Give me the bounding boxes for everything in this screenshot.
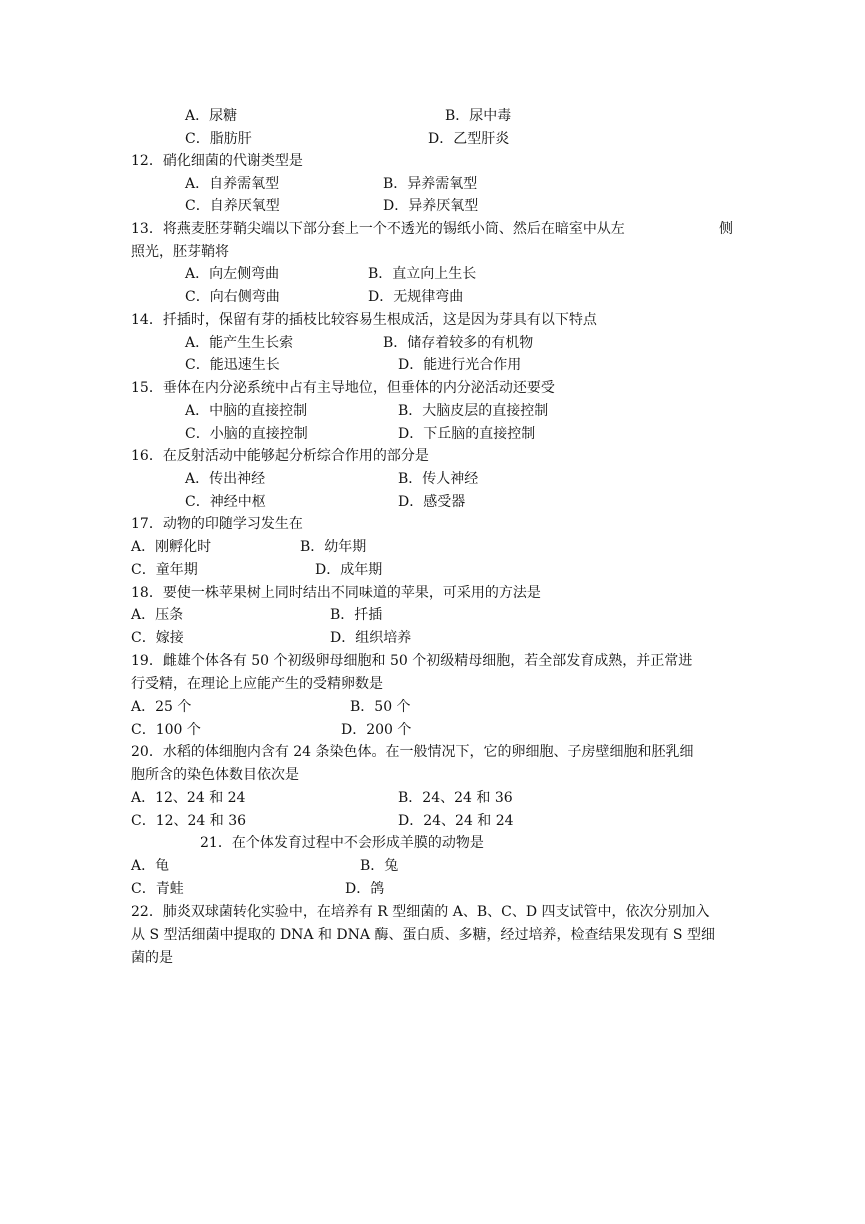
option-text: D．无规律弯曲 bbox=[368, 289, 464, 305]
option-text: 侧 bbox=[719, 221, 733, 237]
option-text: B．异养需氧型 bbox=[383, 176, 478, 192]
text-line: A．25 个 bbox=[131, 699, 192, 715]
text-line: 照光，胚芽鞘将 bbox=[131, 244, 229, 260]
option-text: B．扦插 bbox=[330, 607, 383, 623]
text-line: C．能迅速生长 bbox=[185, 357, 280, 373]
option-text: B．大脑皮层的直接控制 bbox=[398, 403, 549, 419]
text-line: 13．将燕麦胚芽鞘尖端以下部分套上一个不透光的锡纸小筒、然后在暗室中从左 bbox=[131, 221, 625, 237]
text-line: C．12、24 和 36 bbox=[131, 813, 247, 829]
text-line: 14．扦插时，保留有芽的插枝比较容易生根成活，这是因为芽具有以下特点 bbox=[131, 312, 597, 328]
option-text: B．储存着较多的有机物 bbox=[383, 335, 534, 351]
option-text: D．24、24 和 24 bbox=[398, 813, 514, 829]
option-text: B．尿中毒 bbox=[445, 108, 512, 124]
text-line: C．100 个 bbox=[131, 722, 201, 738]
option-text: B．24、24 和 36 bbox=[398, 790, 513, 806]
text-line: A．能产生生长索 bbox=[185, 335, 294, 351]
text-line: C．青蛙 bbox=[131, 881, 184, 897]
text-line: 菌的是 bbox=[131, 950, 173, 966]
text-line: 21．在个体发育过程中不会形成羊膜的动物是 bbox=[200, 835, 484, 851]
text-line: C．神经中枢 bbox=[185, 494, 266, 510]
text-line: 16．在反射活动中能够起分析综合作用的部分是 bbox=[131, 448, 429, 464]
option-text: B．直立向上生长 bbox=[368, 266, 477, 282]
text-line: 15．垂体在内分泌系统中占有主导地位，但垂体的内分泌活动还要受 bbox=[131, 380, 555, 396]
text-line: C．脂肪肝 bbox=[185, 131, 252, 147]
text-line: C．向右侧弯曲 bbox=[185, 289, 280, 305]
option-text: D．能进行光合作用 bbox=[398, 357, 522, 373]
option-text: D．异养厌氧型 bbox=[383, 198, 479, 214]
text-line: A．压条 bbox=[131, 607, 184, 623]
text-line: C．童年期 bbox=[131, 562, 198, 578]
text-line: 18．要使一株苹果树上同时结出不同味道的苹果，可采用的方法是 bbox=[131, 585, 541, 601]
option-text: D．下丘脑的直接控制 bbox=[398, 426, 536, 442]
text-line: A．刚孵化时 bbox=[131, 539, 212, 555]
option-text: B．兔 bbox=[360, 858, 399, 874]
text-line: A．尿糖 bbox=[185, 108, 238, 124]
option-text: D．乙型肝炎 bbox=[428, 131, 510, 147]
text-line: 22．肺炎双球菌转化实验中，在培养有 R 型细菌的 A、B、C、D 四支试管中，依次分别加入 bbox=[131, 904, 710, 920]
option-text: D．成年期 bbox=[315, 562, 383, 578]
text-line: A．龟 bbox=[131, 858, 170, 874]
text-line: A．传出神经 bbox=[185, 471, 266, 487]
text-line: 19．雌雄个体各有 50 个初级卵母细胞和 50 个初级精母细胞，若全部发育成熟，并正常进 bbox=[131, 653, 693, 669]
option-text: D．组织培养 bbox=[330, 630, 412, 646]
option-text: B．50 个 bbox=[350, 699, 411, 715]
text-line: 17．动物的印随学习发生在 bbox=[131, 516, 303, 532]
text-line: 12．硝化细菌的代谢类型是 bbox=[131, 153, 303, 169]
text-line: 从 S 型活细菌中提取的 DNA 和 DNA 酶、蛋白质、多糖，经过培养，检查结果发现有 S 型细 bbox=[131, 927, 715, 943]
option-text: D．感受器 bbox=[398, 494, 466, 510]
text-line: A．自养需氧型 bbox=[185, 176, 280, 192]
text-line: 胞所含的染色体数目依次是 bbox=[131, 767, 299, 783]
text-line: C．嫁接 bbox=[131, 630, 184, 646]
option-text: D．200 个 bbox=[341, 722, 412, 738]
text-line: A．向左侧弯曲 bbox=[185, 266, 280, 282]
text-line: A．12、24 和 24 bbox=[131, 790, 246, 806]
text-line: 行受精，在理论上应能产生的受精卵数是 bbox=[131, 676, 383, 692]
option-text: B．传人神经 bbox=[398, 471, 479, 487]
text-line: C．自养厌氧型 bbox=[185, 198, 280, 214]
text-line: A．中脑的直接控制 bbox=[185, 403, 308, 419]
option-text: D．鸽 bbox=[345, 881, 385, 897]
option-text: B．幼年期 bbox=[300, 539, 367, 555]
text-line: 20．水稻的体细胞内含有 24 条染色体。在一般情况下，它的卵细胞、子房壁细胞和胚乳细 bbox=[131, 744, 694, 760]
text-line: C．小脑的直接控制 bbox=[185, 426, 308, 442]
